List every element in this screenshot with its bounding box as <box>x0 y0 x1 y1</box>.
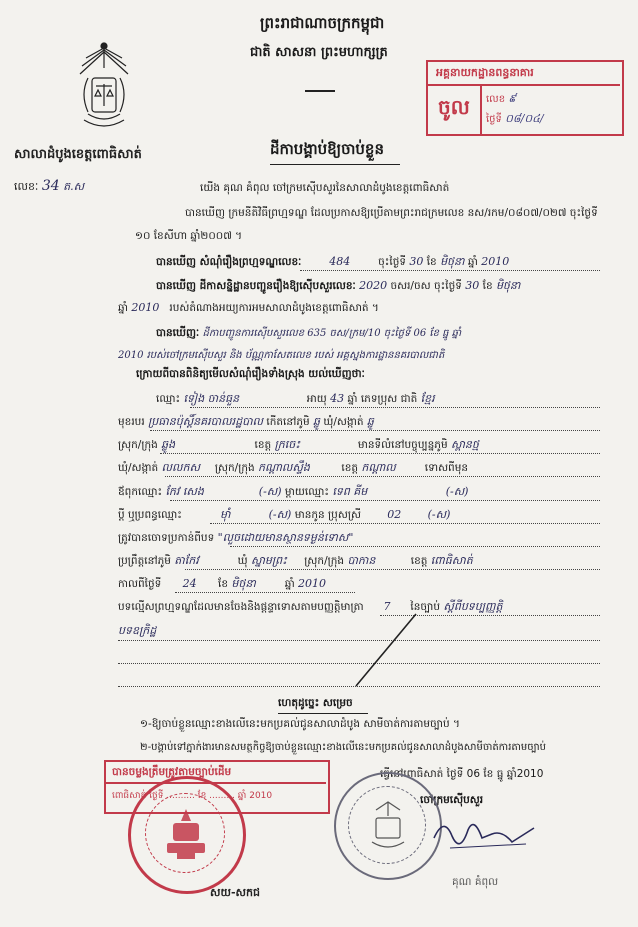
spouse-line: ប្តី ឬប្រពន្ធឈ្មោះ ម៉ាំ (-ស) មានកូន ប្រុសស្រី 02 (-ស) <box>118 508 451 521</box>
judge-name: គុណ គំពុល <box>452 876 499 888</box>
case-number: លេខៈ 34 ត.ស <box>14 178 85 194</box>
charge-line: ត្រូវបានចោទប្រកាន់ពីបទ "លួចដោយមានស្ថានទម្ងន់ទោស" <box>118 531 354 544</box>
law-reference-2: ១០ ខែសីហា ឆ្នាំ២០០៧ ។ <box>135 230 243 242</box>
crime-time-line: កាលពីថ្ងៃទី 24 ខែ មិថុនា ឆ្នាំ 2010 <box>118 577 327 590</box>
person-district-line: ស្រុក/ក្រុង ឆ្លូង ខេត្ត ក្រចេះ មានទីលំនៅបច្ចុប្បន្នភូមិ ស្ពានថ្ម <box>118 438 479 451</box>
document-title: ដីកាបង្គាប់ឱ្យចាប់ខ្លួន <box>270 140 384 158</box>
parents-line: ឪពុកឈ្មោះ កែវ សេង (-ស) ម្តាយឈ្មោះ ទេព គីម (-ស) <box>118 485 469 498</box>
title-underline <box>270 164 400 165</box>
certified-copy-date: ពោធិសាត់ ថ្ងៃទី .......... ខែ ......... ឆ្នាំ 2010 <box>112 791 273 801</box>
decision-underline <box>278 713 368 714</box>
received-stamp-no: លេខ ៩ <box>486 92 517 105</box>
decision-title: ហេតុដូច្នេះ សម្រេច <box>278 697 353 709</box>
person-address-line: ឃុំ/សង្កាត់ លលកស ស្រុក/ក្រុង កណ្តាលស្ទឹង ខេត្ត កណ្តាល ទោសពីមុន <box>118 461 469 474</box>
investigation-line: បានឃើញ ដីកាសន្និដ្ឋានបញ្ជូនរឿងឱ្យស៊ើបសួរលេខៈ 2020 ចសរ/ចស ចុះថ្ងៃទី 30 ខែ មិថុនា <box>156 279 521 292</box>
judge-signature <box>430 808 540 858</box>
case-file-line: បានឃើញ សំណុំរឿងព្រហ្មទណ្ឌលេខៈ 484 ចុះថ្ងៃទី 30 ខែ មិថុនា ឆ្នាំ 2010 <box>156 255 510 268</box>
kingdom-title: ព្រះរាជាណាចក្រកម្ពុជា <box>260 14 385 32</box>
national-motto: ជាតិ សាសនា ព្រះមហាក្សត្រ <box>250 45 388 60</box>
received-stamp-date: ថ្ងៃទី ០៨/០៤/ <box>486 112 544 125</box>
law-reference-1: បានឃើញ ក្រមនីតិវិធីព្រហ្មទណ្ឌ ដែលប្រកាសឱ្យប្រើតាមព្រះរាជក្រមលេខ នស/រកម/០៨០៧/០២៧ ចុះថ្ងៃទី <box>185 207 598 219</box>
parents-dots <box>170 500 600 501</box>
crime-place-line: ប្រព្រឹត្តនៅភូមិ តាកែវ ឃុំ ស្នាមព្រះ ស្រុក/ក្រុង បាកាន ខេត្ត ពោធិសាត់ <box>118 554 473 567</box>
judge-intro: យើង គុណ គំពុល ចៅក្រមស៊ើបសួរនៃសាលាដំបូងខេត្តពោធិសាត់ <box>200 182 450 194</box>
judge-title: ចៅក្រមស៊ើបសួរ <box>420 794 484 806</box>
person-name-line: ឈ្មោះ ទៀង ចាន់ធួន អាយុ 43 ឆ្នាំ ភេទប្រុស ជាតិ ខ្មែរ <box>156 392 435 405</box>
received-stamp-rule <box>428 84 620 86</box>
seal-emblem-icon <box>161 807 211 862</box>
address-dots <box>165 476 600 477</box>
spouse-dots <box>210 523 600 524</box>
court-emblem-icon <box>74 38 134 142</box>
seen-line-1: បានឃើញៈ ដីកាបញ្ជូនការស៊ើបសួរលេខ 635 ចស/ក្រម/10 ចុះថ្ងៃទី 06 ខែ ធ្នូ ឆ្នាំ <box>156 327 462 339</box>
court-name: សាលាដំបូងខេត្តពោធិសាត់ <box>14 147 142 162</box>
judge-seal-emblem-icon <box>366 798 410 854</box>
district-dots <box>160 453 600 454</box>
after-review-line: ក្រោយពីបានពិនិត្យមើលសំណុំរឿងទាំងស្រុង យល់ឃើញថាៈ <box>136 368 365 380</box>
seen-line-2: 2010 របស់ចៅក្រមស៊ើបសួរ និង ប័ណ្ណកាសែតលេខ របស់ អគ្គស្នងការដ្ឋាននគរបាលជាតិ <box>118 350 445 361</box>
received-stamp-divider <box>480 84 482 134</box>
motto-divider <box>305 90 335 92</box>
received-stamp-title: អគ្គនាយកដ្ឋានពន្ធនាគារ <box>436 66 534 79</box>
court-seal-red <box>128 776 246 894</box>
article-continued: បទឧក្រិដ្ឋ <box>118 624 157 637</box>
certified-copy-heading: បានចម្លងត្រឹមត្រូវតាមច្បាប់ដើម <box>112 766 232 778</box>
decision-item-2: ២-បង្គាប់ទៅភ្នាក់ងារមានសមត្ថកិច្ចឱ្យចាប់ខ្លួនឈ្មោះខាងលើនេះមកប្រគល់ជូនសាលាដំបូងសាមីចាត់ការតាមច្បាប់ <box>140 742 546 753</box>
job-dots <box>150 430 600 431</box>
received-stamp-in: ចូល <box>438 95 470 119</box>
judge-seal <box>334 772 442 880</box>
place-dots <box>185 569 600 570</box>
signing-date: ធ្វើនៅពោធិសាត់ ថ្ងៃទី 06 ខែ ធ្នូ ឆ្នាំ2010 <box>380 768 544 780</box>
time-dots <box>175 592 355 593</box>
person-job-line: មុខរបរ ប្រធានប៉ុស្តិ៍នគរបាលរដ្ឋបាល កើតនៅភូមិ ឆ្លូ ឃុំ/សង្កាត់ ឆ្លូ <box>118 415 374 428</box>
investigation-line-2: ឆ្នាំ 2010 របស់តំណាងអយ្យការអមសាលាដំបូងខេត្តពោធិសាត់ ។ <box>118 301 379 314</box>
cancel-slash <box>350 610 420 690</box>
received-stamp <box>426 60 624 136</box>
case-file-dots <box>300 270 600 271</box>
name-dots <box>190 407 600 408</box>
article-line: បទល្មើសព្រហ្មទណ្ឌដែលមានចែងនិងផ្តន្ទាទោសតាមបញ្ញត្តិមាត្រា 7 នៃច្បាប់ ស្តីពីបទប្បញ្ញត្តិ <box>118 600 503 613</box>
charge-dots <box>230 546 600 547</box>
left-stamp-footer: សយ-សកជ <box>210 886 260 899</box>
decision-item-1: ១-ឱ្យចាប់ខ្លួនឈ្មោះខាងលើនេះមកប្រគល់ជូនសាលាដំបូង សាមីចាត់ការតាមច្បាប់ ។ <box>140 718 460 730</box>
